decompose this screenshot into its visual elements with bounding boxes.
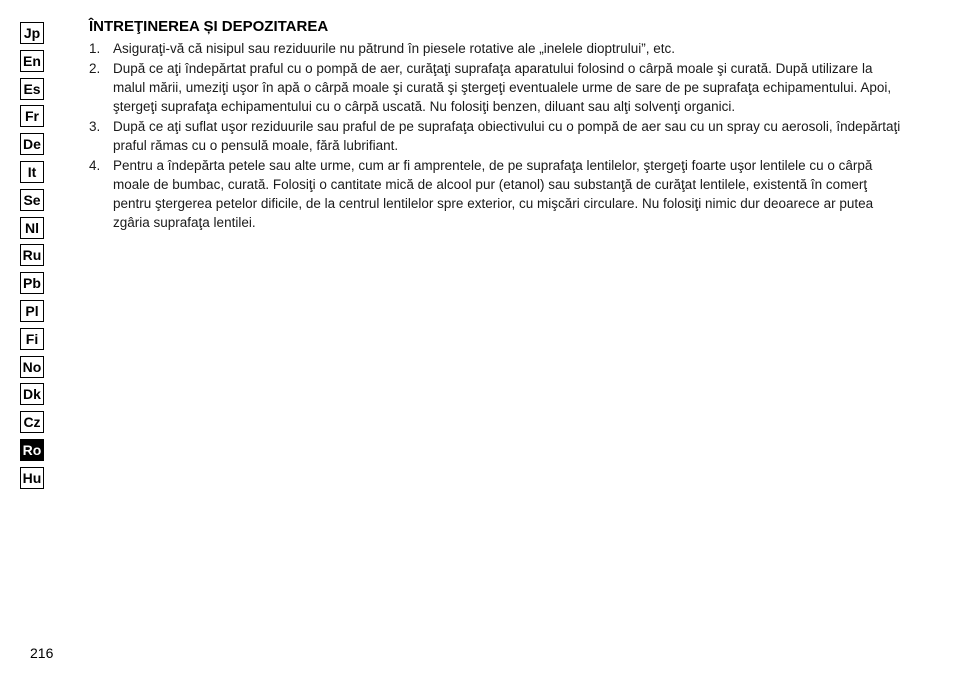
lang-tab-dk[interactable]: Dk xyxy=(20,383,44,405)
instruction-list xyxy=(89,39,901,233)
list-item xyxy=(89,117,901,155)
item-number: 2. xyxy=(89,60,101,76)
item-text: După ce aţi îndepărtat praful cu o pompă de aer, curăţaţi suprafaţa aparatului folosind o cârpă moale şi curată. După utilizare la malul mării, umeziţi uşor în apă o cârpă moale şi curată şi ştergeţi eventualele urme de sare de pe suprafaţa echipamentului. Apoi, ştergeţi suprafaţa echipamentului cu o cârpă uscată. Nu folosiţi benzen, diluant sau alţi solvenţi organici. xyxy=(113,60,892,115)
main-content xyxy=(89,17,901,233)
lang-tab-ro[interactable]: Ro xyxy=(20,439,44,461)
lang-tab-hu[interactable]: Hu xyxy=(20,467,44,489)
language-tabs xyxy=(20,22,44,495)
item-number: 1. xyxy=(89,41,101,56)
lang-tab-fi[interactable]: Fi xyxy=(20,328,44,350)
item-text: După ce aţi suflat uşor reziduurile sau praful de pe suprafaţa obiectivului cu o pompă de aer sau cu un spray cu aerosoli, îndepărtaţi praful rămas cu o pensulă moale, fără lubrifiant. xyxy=(113,118,901,154)
list-item xyxy=(89,59,901,117)
item-number: 3. xyxy=(89,118,101,134)
lang-tab-es[interactable]: Es xyxy=(20,78,44,100)
lang-tab-en[interactable]: En xyxy=(20,50,44,72)
page-number: 216 xyxy=(30,645,54,661)
lang-tab-fr[interactable]: Fr xyxy=(20,105,44,127)
list-item xyxy=(89,39,901,58)
list-item xyxy=(89,156,901,233)
lang-tab-cz[interactable]: Cz xyxy=(20,411,44,433)
lang-tab-pb[interactable]: Pb xyxy=(20,272,44,294)
item-text: Pentru a îndepărta petele sau alte urme, cum ar fi amprentele, de pe suprafaţa lentilelor, ştergeţi foarte uşor lentilele cu o cârpă moale de bumbac, curată. Folosiţi o cantitate mică de alcool pur (etanol) sau substanţă de curăţat lentilele, existentă în comerţ pentru ştergerea petelor dificile, de la centrul lentilelor spre exterior, cu mişcări circulare. Nu folosiţi nimic dur deoarece ar putea zgâria suprafaţa lentilei. xyxy=(113,157,874,231)
lang-tab-ru[interactable]: Ru xyxy=(20,244,44,266)
item-text: Asiguraţi-vă că nisipul sau reziduurile nu pătrund în piesele rotative ale „inelele dioptrului”, etc. xyxy=(113,41,676,56)
lang-tab-jp[interactable]: Jp xyxy=(20,22,44,44)
lang-tab-it[interactable]: It xyxy=(20,161,44,183)
lang-tab-no[interactable]: No xyxy=(20,356,44,378)
section-title: ÎNTREŢINEREA ȘI DEPOZITAREA xyxy=(89,18,329,35)
lang-tab-pl[interactable]: Pl xyxy=(20,300,44,322)
lang-tab-nl[interactable]: Nl xyxy=(20,217,44,239)
lang-tab-se[interactable]: Se xyxy=(20,189,44,211)
lang-tab-de[interactable]: De xyxy=(20,133,44,155)
item-number: 4. xyxy=(89,157,101,173)
